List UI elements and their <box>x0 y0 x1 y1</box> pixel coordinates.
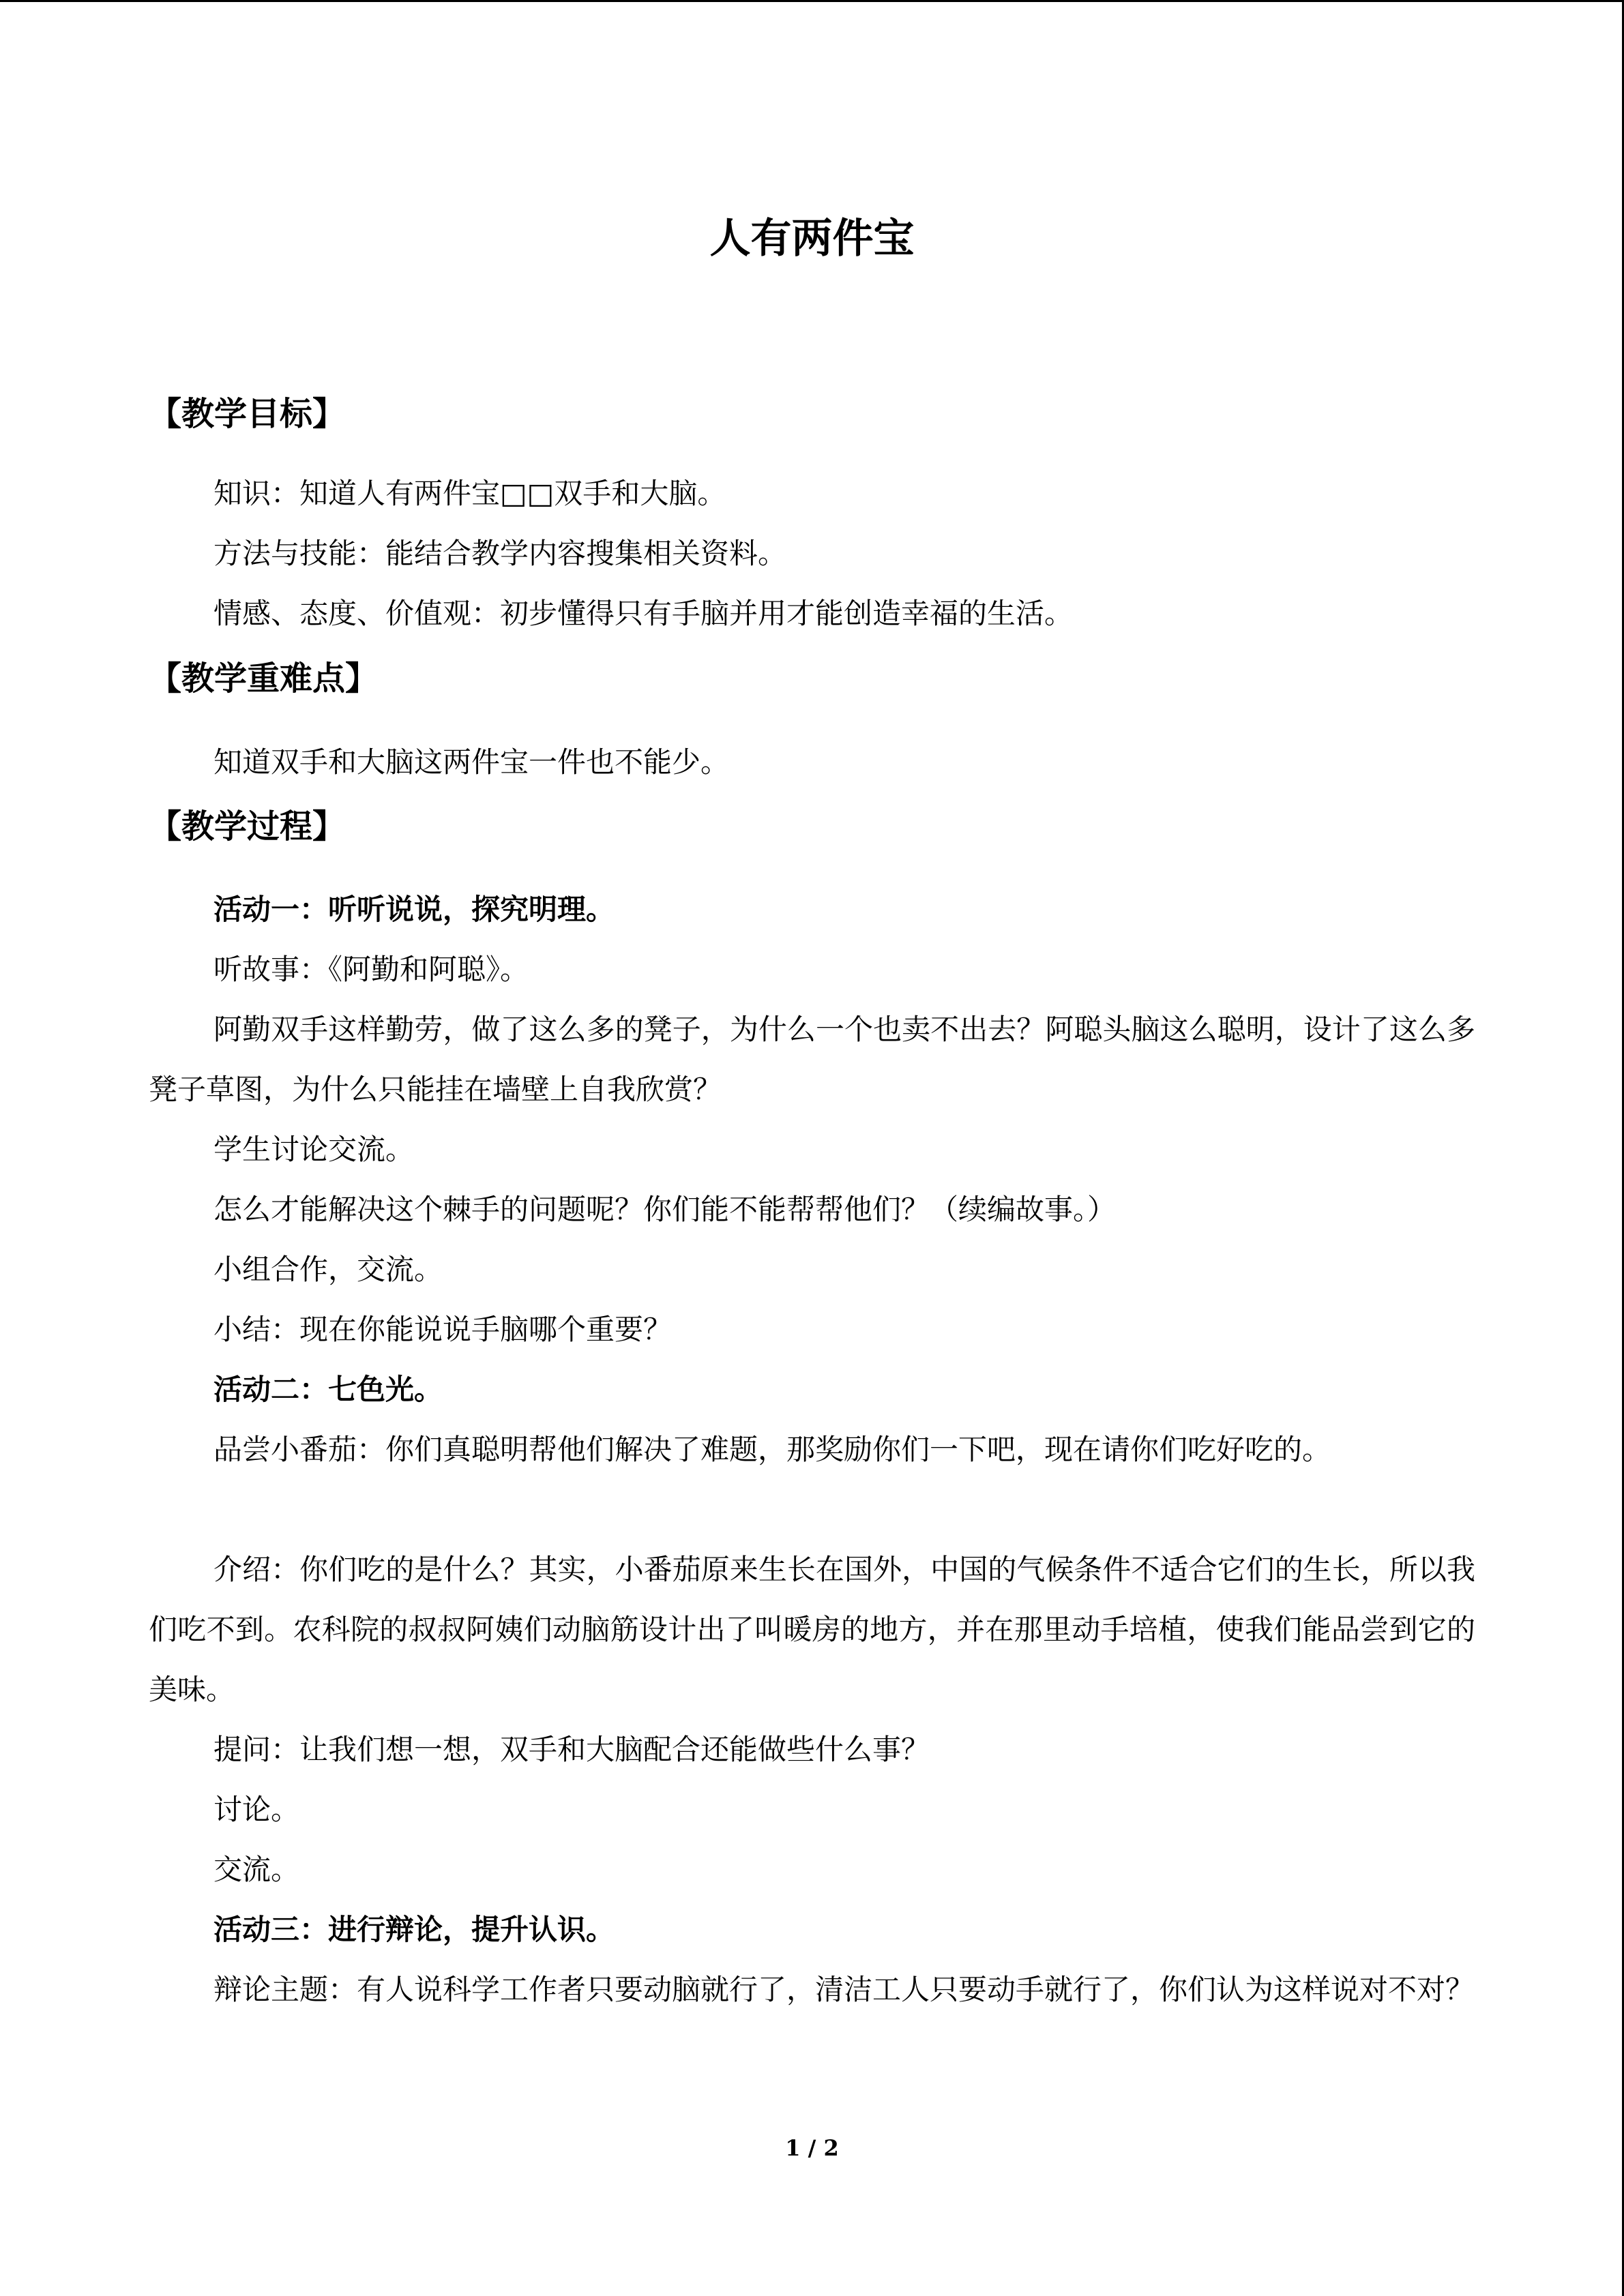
story-question: 阿勤双手这样勤劳，做了这么多的凳子，为什么一个也卖不出去？阿聪头脑这么聪明，设计了这么多凳子草图，为什么只能挂在墙壁上自我欣赏？ <box>149 1013 1475 1106</box>
page-border-top <box>0 0 1624 2</box>
heading-teaching-objectives: 【教学目标】 <box>149 395 346 433</box>
activity-two-title: 活动二：七色光。 <box>213 1373 443 1406</box>
activity-three-title: 活动三：进行辩论，提升认识。 <box>213 1913 615 1946</box>
debate-topic: 辩论主题：有人说科学工作者只要动脑就行了，清洁工人只要动手就行了，你们认为这样说对不对？ <box>213 1973 1475 2006</box>
solve-problem-question: 怎么才能解决这个棘手的问题呢？你们能不能帮帮他们？（续编故事。） <box>213 1193 1117 1226</box>
objective-emotion-attitude: 情感、态度、价值观：初步懂得只有手脑并用才能创造幸福的生活。 <box>213 597 1074 630</box>
student-discussion: 学生讨论交流。 <box>213 1133 415 1166</box>
activity-one-title: 活动一：听听说说，探究明理。 <box>213 893 615 926</box>
introduction-text: 介绍：你们吃的是什么？其实，小番茄原来生长在国外，中国的气候条件不适合它们的生长，所以我们吃不到。农科院的叔叔阿姨们动脑筋设计出了叫暖房的地方，并在那里动手培植，使我们能品尝到它的美味。 <box>149 1553 1475 1706</box>
objective-method-skill: 方法与技能：能结合教学内容搜集相关资料。 <box>213 537 787 570</box>
heading-teaching-process: 【教学过程】 <box>149 807 346 846</box>
story-listen: 听故事：《阿勤和阿聪》。 <box>213 953 529 986</box>
summary-question: 小结：现在你能说说手脑哪个重要？ <box>213 1313 673 1346</box>
page-number: 1 / 2 <box>785 2135 839 2161</box>
question-think: 提问：让我们想一想，双手和大脑配合还能做些什么事？ <box>213 1733 930 1766</box>
objective-knowledge: 知识：知道人有两件宝□□双手和大脑。 <box>213 477 726 510</box>
taste-tomato: 品尝小番茄：你们真聪明帮他们解决了难题，那奖励你们一下吧，现在请你们吃好吃的。 <box>213 1433 1331 1466</box>
group-cooperation: 小组合作，交流。 <box>213 1253 443 1286</box>
document-title: 人有两件宝 <box>709 215 915 263</box>
discuss: 讨论。 <box>213 1793 300 1826</box>
heading-key-points: 【教学重难点】 <box>149 659 379 698</box>
exchange: 交流。 <box>213 1853 300 1886</box>
key-point-text: 知道双手和大脑这两件宝一件也不能少。 <box>213 745 730 779</box>
